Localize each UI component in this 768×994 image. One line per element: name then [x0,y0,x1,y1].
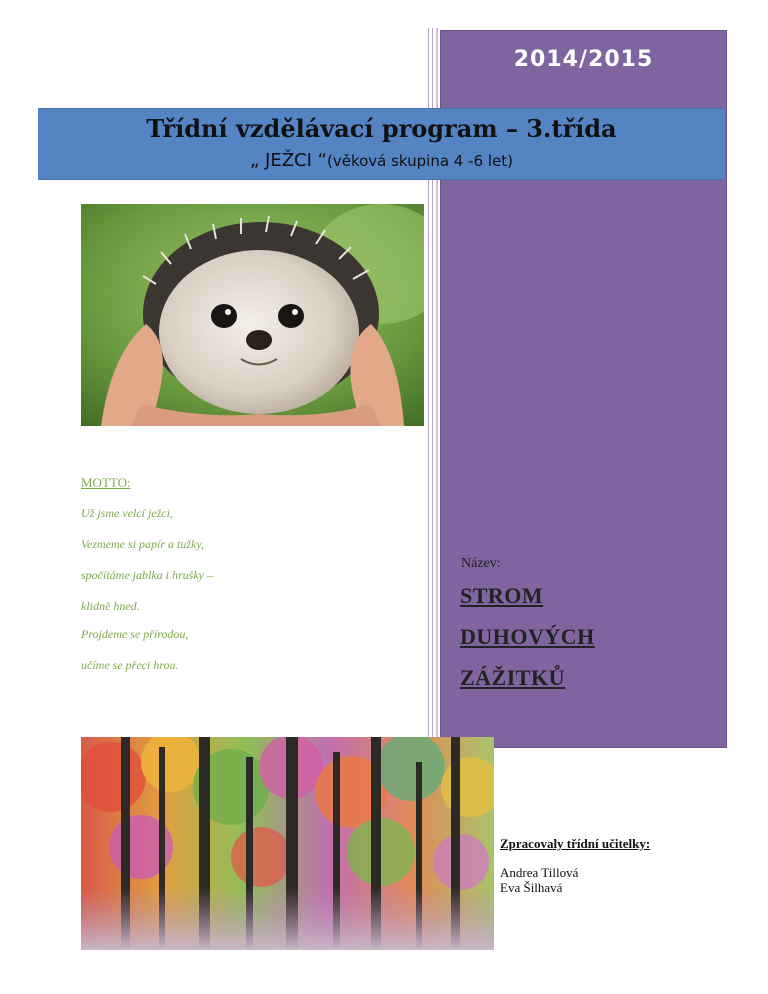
hedgehog-photo [81,204,424,426]
document-title: Třídní vzdělávací program – 3.třída [146,114,617,143]
motto-label: MOTTO: [81,475,131,490]
program-name-label: Název: [461,556,501,571]
motto-line: Už jsme velcí ježci, [81,506,173,520]
authors-heading: Zpracovaly třídní učitelky: [500,836,651,851]
motto-line: klidně hned. [81,599,140,613]
author-name: Andrea Tillová [500,865,579,880]
rainbow-forest-photo [81,737,494,950]
motto-line: Projdeme se přírodou, [81,627,189,641]
program-name-line: STROM [460,583,544,608]
motto-line: Vezmeme si papír a tužky, [81,537,204,551]
program-name-line: DUHOVÝCH [460,624,595,649]
class-name: „ JEŽCI “ [250,150,327,171]
motto-line: učíme se přeci hrou. [81,658,179,672]
class-subtitle [38,150,725,171]
author-name: Eva Šilhavá [500,880,563,895]
motto-line: spočítáme jablka i hrušky – [81,568,213,582]
age-group: (věková skupina 4 -6 let) [326,152,513,170]
program-name-line: ZÁŽITKŮ [460,665,565,690]
school-year: 2014/2015 [513,47,654,72]
